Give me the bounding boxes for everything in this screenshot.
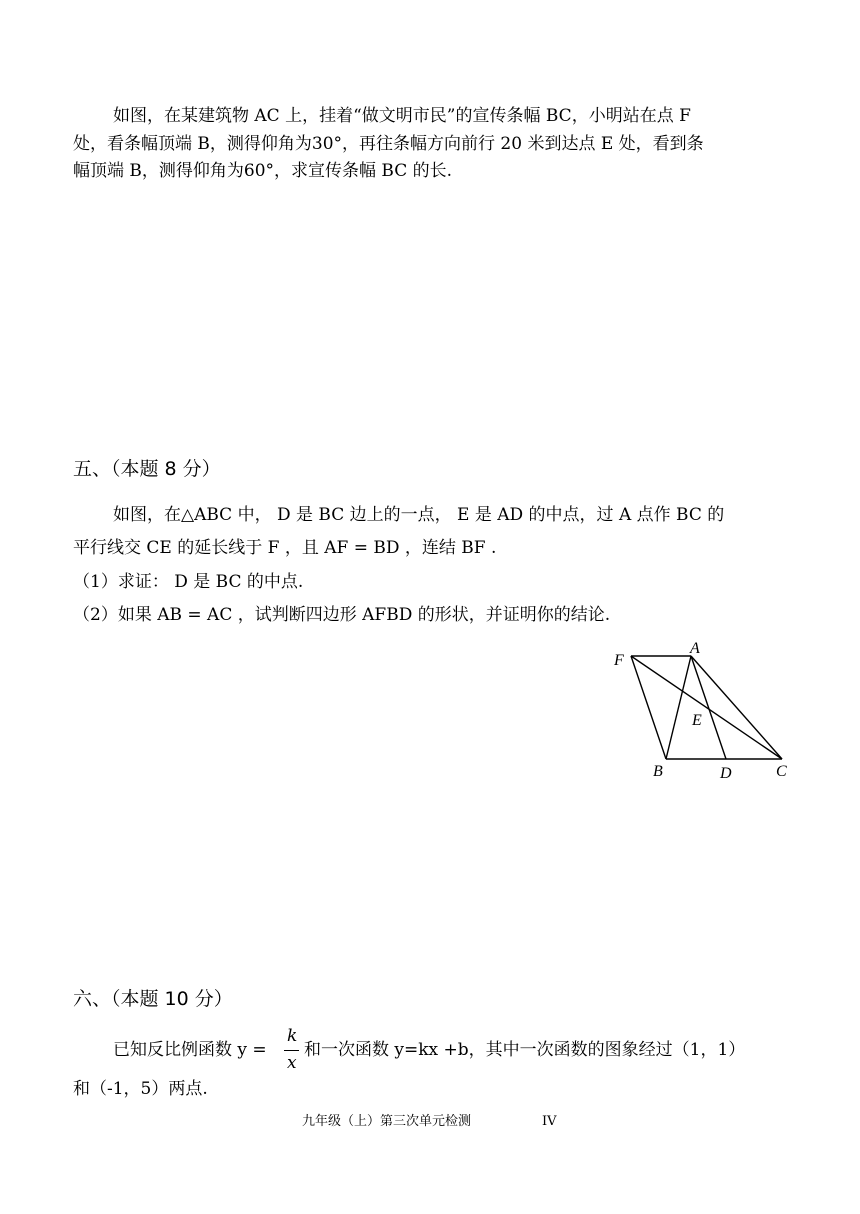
label-D: D bbox=[720, 765, 732, 782]
label-E: E bbox=[692, 712, 702, 729]
label-B: B bbox=[653, 763, 663, 780]
fraction-numerator: k bbox=[287, 1026, 298, 1046]
problem5-line1: 如图，在△ABC 中， D 是 BC 边上的一点， E 是 AD 的中点，过 A 点作 BC 的 bbox=[113, 505, 725, 525]
footer-page-number: IV bbox=[542, 1114, 557, 1129]
problem6-line1-post: 和一次函数 y=kx +b，其中一次函数的图象经过（1，1） bbox=[304, 1040, 746, 1060]
fraction-denominator: x bbox=[287, 1053, 297, 1073]
geometry-figure bbox=[600, 636, 820, 786]
segment-FC bbox=[631, 656, 782, 759]
segment-AD bbox=[691, 656, 726, 759]
segment-FB bbox=[631, 656, 666, 759]
segment-AB bbox=[666, 656, 691, 759]
problem6-line2: 和（-1，5）两点. bbox=[73, 1079, 208, 1099]
problem5-question2: （2）如果 AB = AC ，试判断四边形 AFBD 的形状，并证明你的结论. bbox=[73, 605, 611, 625]
problem6-line1-pre: 已知反比例函数 y = bbox=[113, 1040, 267, 1060]
problem4-line3: 幅顶端 B，测得仰角为60°，求宣传条幅 BC 的长. bbox=[73, 161, 453, 181]
label-F: F bbox=[614, 652, 624, 669]
problem5-question1: （1）求证： D 是 BC 的中点. bbox=[73, 572, 304, 592]
segment-AC bbox=[691, 656, 782, 759]
label-A: A bbox=[690, 640, 700, 657]
problem4-line2: 处，看条幅顶端 B，测得仰角为30°，再往条幅方向前行 20 米到达点 E 处，看到条 bbox=[73, 134, 704, 154]
problem5-line2: 平行线交 CE 的延长线于 F ，且 AF = BD ，连结 BF . bbox=[73, 538, 497, 558]
fraction-bar bbox=[284, 1050, 299, 1051]
footer-title: 九年级（上）第三次单元检测 bbox=[302, 1114, 472, 1129]
label-C: C bbox=[776, 763, 787, 780]
problem6-heading: 六、（本题 10 分） bbox=[73, 988, 233, 1010]
problem5-heading: 五、（本题 8 分） bbox=[73, 458, 221, 480]
problem4-line1: 如图，在某建筑物 AC 上，挂着“做文明市民”的宣传条幅 BC，小明站在点 F bbox=[113, 106, 691, 126]
